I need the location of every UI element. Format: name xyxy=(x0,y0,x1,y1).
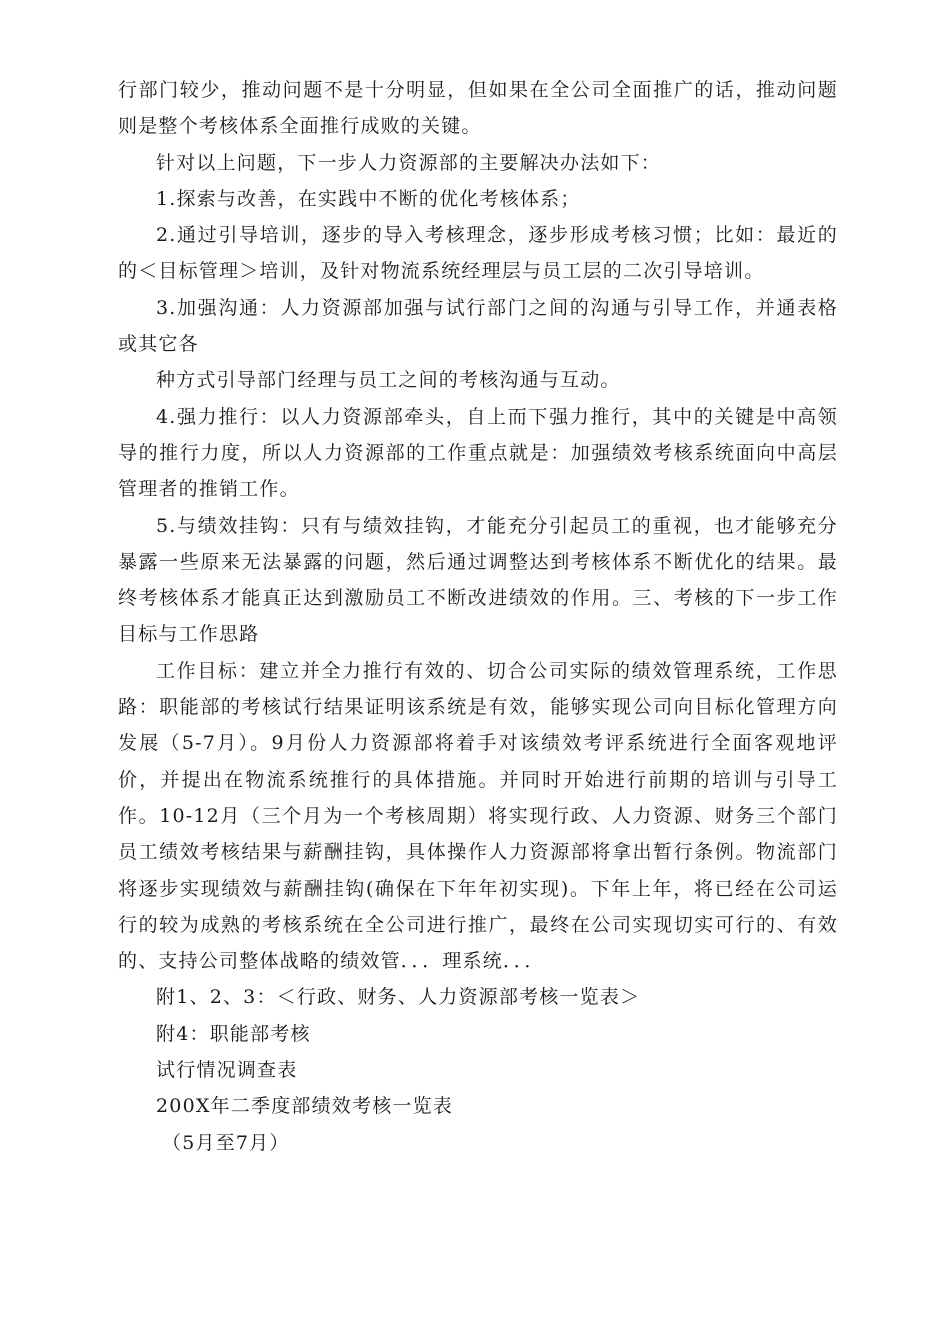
appendix-1-2-3: 附1、2、3：＜行政、财务、人力资源部考核一览表＞ xyxy=(156,986,641,1009)
quarterly-review-title: 200X年二季度部绩效考核一览表 xyxy=(156,1095,453,1118)
list-item-1: 1.探索与改善，在实践中不断的优化考核体系； xyxy=(156,187,581,210)
document-body xyxy=(118,72,838,1161)
list-item-2: 2.通过引导培训，逐步的导入考核理念，逐步形成考核习惯；比如：最近的的＜目标管理＞培训，及针对物流系统经理层与员工层的二次引导培训。 xyxy=(118,224,838,283)
paragraph-solutions-intro: 针对以上问题，下一步人力资源部的主要解决办法如下： xyxy=(156,151,662,174)
appendix-4: 附4：职能部考核 xyxy=(156,1022,311,1045)
paragraph-continuation: 行部门较少，推动问题不是十分明显，但如果在全公司全面推广的话，推动问题则是整个考核体系全面推行成败的关键。 xyxy=(118,79,838,138)
list-item-5: 5.与绩效挂钩：只有与绩效挂钩，才能充分引起员工的重视，也才能够充分暴露一些原来无法暴露的问题，然后通过调整达到考核体系不断优化的结果。最终考核体系才能真正达到激励员工不断改进绩效的作用。三、考核的下一步工作目标与工作思路 xyxy=(118,514,838,646)
list-item-4: 4.强力推行：以人力资源部牵头，自上而下强力推行，其中的关键是中高领导的推行力度，所以人力资源部的工作重点就是：加强绩效考核系统面向中高层管理者的推销工作。 xyxy=(118,405,838,501)
period-note: （5月至7月） xyxy=(162,1131,290,1154)
paragraph-work-goal: 工作目标：建立并全力推行有效的、切合公司实际的绩效管理系统，工作思路：职能部的考核试行结果证明该系统是有效，能够实现公司向目标化管理方向发展（5-7月）。9月份人力资源部将着手对该绩效考评系统进行全面客观地评价，并提出在物流系统推行的具体措施。并同时开始进行前期的培训与引导工作。10-12月（三个月为一个考核周期）将实现行政、人力资源、财务三个部门员工绩效考核结果与薪酬挂钩，具体操作人力资源部将拿出暂行条例。物流部门将逐步实现绩效与薪酬挂钩(确保在下年年初实现)。下年上年，将已经在公司运行的较为成熟的考核系统在全公司进行推广，最终在公司实现切实可行的、有效的、支持公司整体战略的绩效管．．．理系统．．． xyxy=(118,659,838,973)
survey-table-title: 试行情况调查表 xyxy=(156,1059,298,1082)
list-item-3: 3.加强沟通：人力资源部加强与试行部门之间的沟通与引导工作，并通表格或其它各 xyxy=(118,296,838,356)
list-item-3-continued: 种方式引导部门经理与员工之间的考核沟通与互动。 xyxy=(156,369,621,392)
